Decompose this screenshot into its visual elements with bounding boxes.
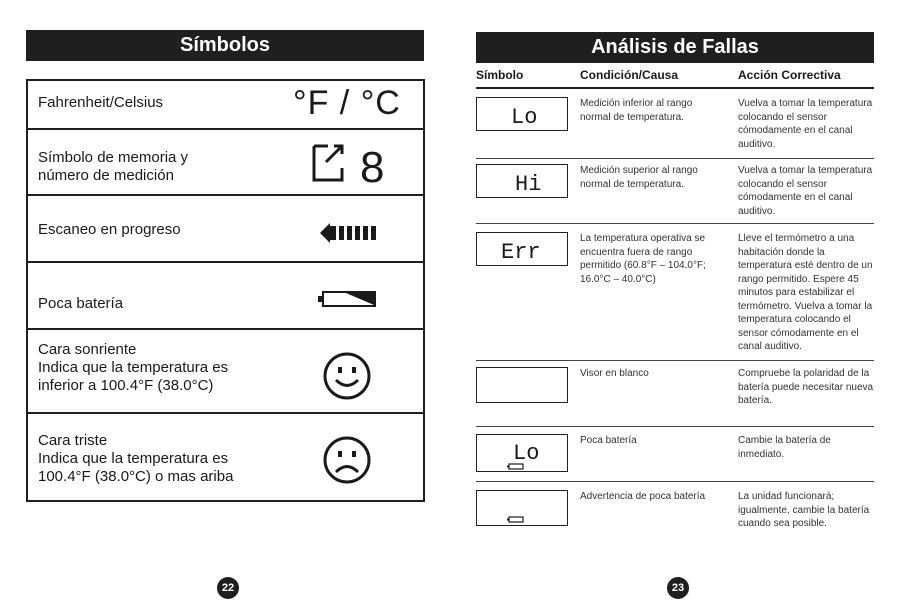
symbol-row-memory	[28, 130, 423, 196]
fault-analysis-title: Análisis de Fallas	[476, 32, 874, 63]
action-text: Compruebe la polaridad de la batería puede necesitar nueva batería.	[738, 368, 874, 406]
lcd-display-blank	[476, 367, 568, 403]
memory-digit: 8	[360, 143, 385, 186]
column-header-action: Acción Correctiva	[738, 68, 841, 82]
page-number-left: 22	[217, 577, 239, 599]
condition-text: Medición superior al rango normal de temperatura.	[580, 165, 698, 190]
column-header-condition: Condición/Causa	[580, 68, 679, 82]
lcd-text: Lo	[511, 105, 538, 130]
lcd-display-lo-battery	[476, 434, 568, 472]
condition-text: Medición inferior al rango normal de temperatura.	[580, 98, 693, 123]
table-header-divider	[476, 87, 874, 89]
scan-progress-icon	[318, 220, 380, 246]
symbol-row-scan	[28, 196, 423, 263]
symbol-detail: Indica que la temperatura es inferior a 100.4°F (38.0°C)	[38, 359, 229, 394]
action-text: Vuelva a tomar la temperatura colocando el sensor cómodamente en el canal auditivo.	[738, 98, 873, 150]
symbol-label: Cara triste	[38, 432, 108, 449]
symbol-row-sad	[28, 414, 423, 500]
row-divider	[476, 426, 874, 427]
symbol-label: Símbolo de memoria y número de medición	[38, 149, 189, 184]
symbol-label: Escaneo en progreso	[38, 221, 181, 238]
symbol-label: Cara sonriente	[38, 341, 137, 358]
column-header-symbol: Símbolo	[476, 68, 524, 82]
condition-text: Advertencia de poca batería	[580, 491, 706, 502]
action-text: Cambie la batería de inmediato.	[738, 435, 831, 460]
action-text: La unidad funcionará; igualmente, cambie la batería cuando sea posible.	[738, 491, 870, 529]
low-battery-icon	[316, 289, 380, 311]
symbol-detail: Indica que la temperatura es 100.4°F (38.0°C) o mas ariba	[38, 450, 234, 485]
lcd-display-hi	[476, 164, 568, 198]
symbol-row-battery	[28, 263, 423, 330]
lcd-text: Lo	[513, 441, 540, 466]
action-text: Lleve el termómetro a una habitación donde la temperatura esté dentro de un rango permitido. Espere 45 minutos para estabilizar el termómetro. Vuelva a tomar la temperatura colocando el sensor cómodamente en el canal auditivo.	[738, 233, 873, 352]
row-divider	[476, 481, 874, 482]
memory-icon	[308, 140, 388, 186]
row-divider	[476, 158, 874, 159]
lcd-display-lo	[476, 97, 568, 131]
action-text: Vuelva a tomar la temperatura colocando el sensor cómodamente en el canal auditivo.	[738, 165, 873, 217]
sad-face-icon	[322, 435, 372, 485]
condition-text: Poca batería	[580, 435, 637, 446]
symbols-table	[26, 79, 425, 502]
row-divider	[476, 360, 874, 361]
lcd-display-err	[476, 232, 568, 266]
symbol-row-smiley	[28, 330, 423, 414]
symbol-label: Poca batería	[38, 295, 124, 312]
symbol-row-fahrenheit-celsius	[28, 81, 423, 130]
lcd-display-battery-warning	[476, 490, 568, 526]
condition-text: La temperatura operativa se encuentra fuera de rango permitido (60.8°F – 104.0°F; 16.0°C – 40.0°C)	[580, 233, 706, 285]
smiley-face-icon	[322, 351, 372, 401]
row-divider	[476, 223, 874, 224]
lcd-battery-icon	[509, 517, 523, 522]
lcd-text: Hi	[515, 172, 542, 197]
lcd-text: Err	[501, 240, 541, 265]
condition-text: Visor en blanco	[580, 368, 649, 379]
page-number-right: 23	[667, 577, 689, 599]
symbols-title: Símbolos	[26, 30, 424, 61]
symbol-label: Fahrenheit/Celsius	[38, 94, 164, 111]
fahrenheit-celsius-icon: °F / °C	[293, 84, 401, 122]
